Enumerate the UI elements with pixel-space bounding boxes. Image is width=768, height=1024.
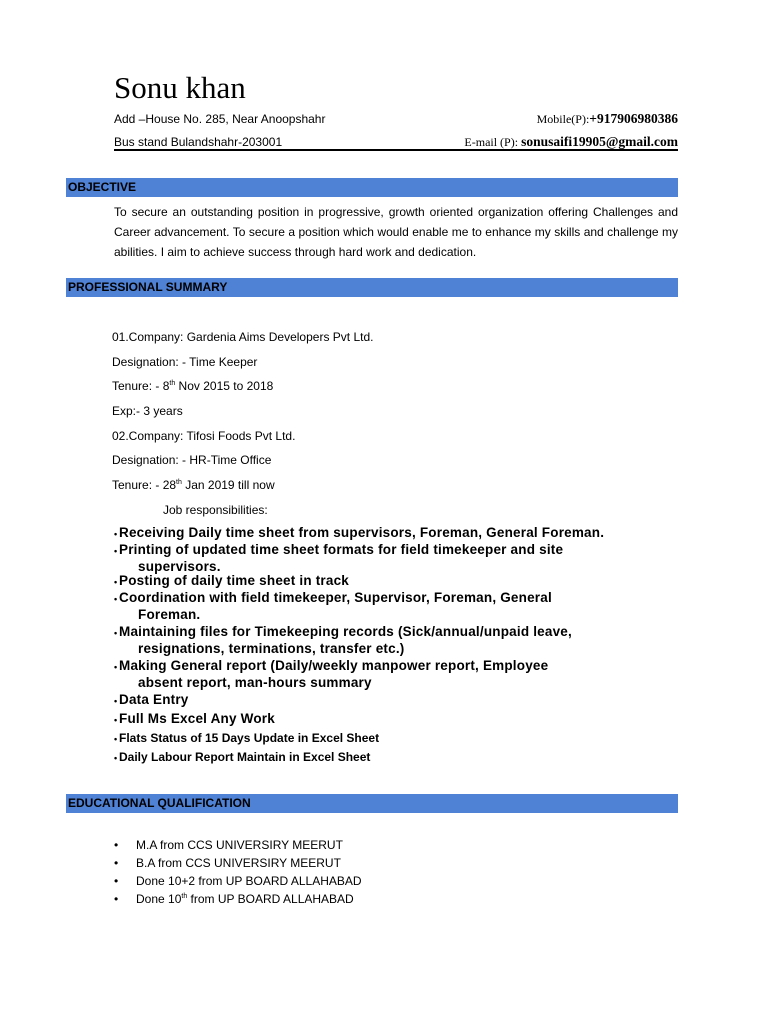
designation-2: Designation: - HR-Time Office xyxy=(112,453,272,467)
mobile xyxy=(537,111,678,127)
designation-1: Designation: - Time Keeper xyxy=(112,355,258,369)
education-item: • Done 10+2 from UP BOARD ALLAHABAD xyxy=(114,874,362,888)
summary-heading: PROFESSIONAL SUMMARY xyxy=(66,278,678,297)
responsibility-item: • Posting of daily time sheet in track xyxy=(114,573,350,588)
company-2: 02.Company: Tifosi Foods Pvt Ltd. xyxy=(112,429,296,443)
contact-row-1 xyxy=(114,111,678,127)
header-divider xyxy=(114,149,678,151)
education-item: • B.A from CCS UNIVERSIRY MEERUT xyxy=(114,856,341,870)
responsibility-item: • Printing of updated time sheet formats for field timekeeper and site supervisors. xyxy=(114,542,564,574)
responsibility-item: • Maintaining files for Timekeeping records (Sick/annual/unpaid leave, resignations, terminations, transfer etc.) xyxy=(114,624,572,656)
job-responsibilities-heading: Job responsibilities: xyxy=(163,503,268,517)
tenure-2: Tenure: - 28th Jan 2019 till now xyxy=(112,478,275,492)
contact-row-2 xyxy=(114,134,678,150)
mobile-label: Mobile(P): xyxy=(536,112,590,126)
responsibility-item: • Data Entry xyxy=(114,692,189,707)
responsibility-item: • Daily Labour Report Maintain in Excel Sheet xyxy=(114,750,371,764)
address-line-1: Add –House No. 285, Near Anoopshahr xyxy=(114,112,326,126)
objective-text: To secure an outstanding position in progressive, growth oriented organization offering Challenges and Career advancement. To secure a position which would enable me to enhance my skills and challenge my abilities. I aim to achieve success through hard work and dedication. xyxy=(114,205,678,259)
responsibility-item: • Flats Status of 15 Days Update in Excel Sheet xyxy=(114,731,380,745)
email-value: sonusaifi19905@gmail.com xyxy=(521,134,678,149)
candidate-name: Sonu khan xyxy=(114,70,246,105)
education-heading: EDUCATIONAL QUALIFICATION xyxy=(66,794,678,813)
responsibility-item: • Receiving Daily time sheet from supervisors, Foreman, General Foreman. xyxy=(114,525,605,540)
responsibility-item: • Coordination with field timekeeper, Supervisor, Foreman, General Foreman. xyxy=(114,590,552,622)
objective-heading: OBJECTIVE xyxy=(66,178,678,197)
education-item: • M.A from CCS UNIVERSIRY MEERUT xyxy=(114,838,343,852)
tenure-1: Tenure: - 8th Nov 2015 to 2018 xyxy=(112,379,274,393)
responsibility-item: • Making General report (Daily/weekly manpower report, Employee absent report, man-hours summary xyxy=(114,658,549,690)
email xyxy=(464,134,678,150)
mobile-value: +917906980386 xyxy=(589,111,678,126)
education-item: • Done 10th from UP BOARD ALLAHABAD xyxy=(114,892,354,906)
address-line-2: Bus stand Bulandshahr-203001 xyxy=(114,135,283,149)
experience: Exp:- 3 years xyxy=(112,404,183,418)
responsibility-item: • Full Ms Excel Any Work xyxy=(114,711,275,726)
email-label: E-mail (P): xyxy=(464,135,522,149)
company-1: 01.Company: Gardenia Aims Developers Pvt Ltd. xyxy=(112,330,374,344)
